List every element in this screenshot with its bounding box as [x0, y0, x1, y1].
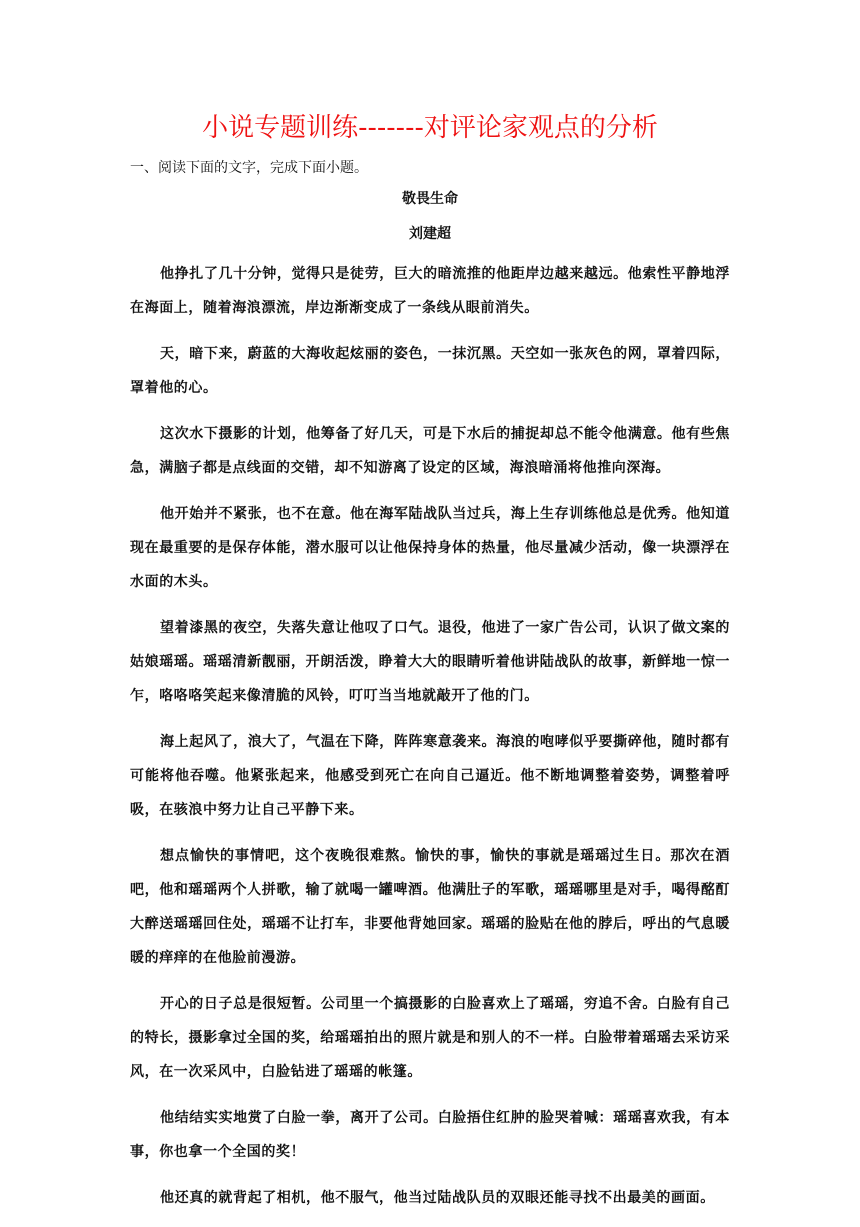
story-paragraph: 天，暗下来，蔚蓝的大海收起炫丽的姿色，一抹沉黑。天空如一张灰色的网，罩着四际，罩着他的心。	[130, 346, 730, 396]
question-instruction: 一、阅读下面的文字，完成下面小题。	[130, 160, 368, 176]
story-author: 刘建超	[409, 226, 451, 242]
document-title: 小说专题训练-------对评论家观点的分析	[202, 113, 658, 143]
story-paragraph: 想点愉快的事情吧，这个夜晚很难熬。愉快的事，愉快的事就是瑶瑶过生日。那次在酒吧，他和瑶瑶两个人拼歌，输了就喝一罐啤酒。他满肚子的军歌，瑶瑶哪里是对手，喝得酩酊大醉送瑶瑶回住处，瑶瑶不让打车，非要他背她回家。瑶瑶的脸贴在他的脖后，呼出的气息暖暖的痒痒的在他脸前漫游。	[130, 848, 730, 966]
story-body	[130, 257, 730, 1227]
story-paragraph: 他挣扎了几十分钟，觉得只是徒劳，巨大的暗流推的他距岸边越来越远。他索性平静地浮在海面上，随着海浪漂流，岸边渐渐变成了一条线从眼前消失。	[130, 266, 730, 316]
story-paragraph: 他还真的就背起了相机，他不服气，他当过陆战队员的双眼还能寻找不出最美的画面。	[160, 1190, 715, 1206]
story-paragraph: 开心的日子总是很短暂。公司里一个搞摄影的白脸喜欢上了瑶瑶，穷追不舍。白脸有自己的特长，摄影拿过全国的奖，给瑶瑶拍出的照片就是和别人的不一样。白脸带着瑶瑶去采访采风，在一次采风中，白脸钻进了瑶瑶的帐篷。	[130, 996, 730, 1080]
story-paragraph: 他开始并不紧张，也不在意。他在海军陆战队当过兵，海上生存训练他总是优秀。他知道现在最重要的是保存体能，潜水服可以让他保持身体的热量，他尽量减少活动，像一块漂浮在水面的木头。	[130, 506, 730, 590]
story-paragraph: 这次水下摄影的计划，他筹备了好几天，可是下水后的捕捉却总不能令他满意。他有些焦急，满脑子都是点线面的交错，却不知游离了设定的区域，海浪暗涌将他推向深海。	[130, 426, 730, 476]
story-title: 敬畏生命	[402, 191, 458, 207]
story-paragraph: 他结结实实地赏了白脸一拳，离开了公司。白脸捂住红肿的脸哭着喊：瑶瑶喜欢我，有本事，你也拿一个全国的奖！	[130, 1110, 730, 1160]
story-paragraph: 望着漆黑的夜空，失落失意让他叹了口气。退役，他进了一家广告公司，认识了做文案的姑娘瑶瑶。瑶瑶清新靓丽，开朗活泼，睁着大大的眼睛听着他讲陆战队的故事，新鲜地一惊一乍，咯咯咯笑起来像清脆的风铃，叮叮当当地就敲开了他的门。	[130, 620, 730, 704]
story-paragraph: 海上起风了，浪大了，气温在下降，阵阵寒意袭来。海浪的咆哮似乎要撕碎他，随时都有可能将他吞噬。他紧张起来，他感受到死亡在向自己逼近。他不断地调整着姿势，调整着呼吸，在骇浪中努力让自己平静下来。	[130, 734, 730, 818]
